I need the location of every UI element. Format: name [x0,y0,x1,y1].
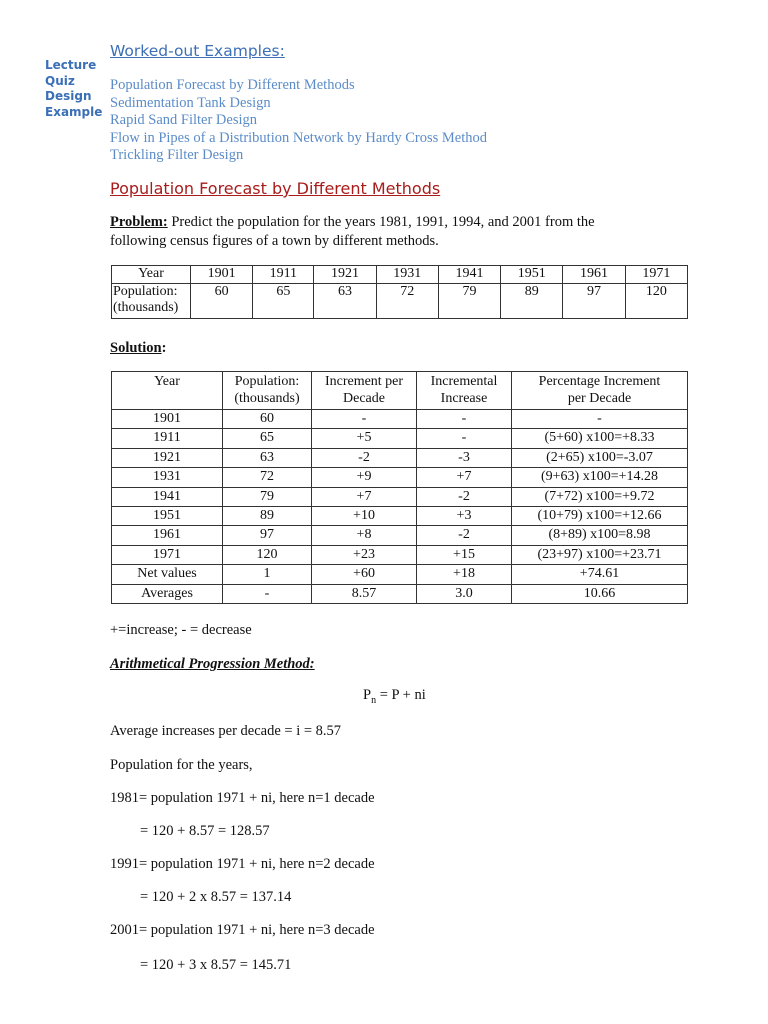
solution-cell: 1951 [112,506,223,525]
solution-header-population: Population: (thousands) [223,372,312,410]
solution-label [110,339,710,358]
problem-paragraph [110,213,710,250]
census-value-cell: 63 [314,284,376,319]
solution-label-text: Solution [110,340,162,356]
solution-cell: Net values [112,565,223,584]
solution-cell: -3 [417,448,512,467]
solution-cell: +8 [312,526,417,545]
census-pop-label-2: (thousands) [113,300,179,315]
calc-line: Population for the years, [110,757,253,773]
side-nav [45,58,102,120]
solution-cell: 65 [223,429,312,448]
solution-cell: +15 [417,545,512,564]
link-sedimentation-tank[interactable]: Sedimentation Tank Design [110,94,271,111]
link-rapid-sand-filter[interactable]: Rapid Sand Filter Design [110,112,258,129]
solution-cell: (5+60) x100=+8.33 [512,429,688,448]
solution-cell: +5 [312,429,417,448]
solution-row [112,565,688,584]
solution-cell: 1901 [112,410,223,429]
solution-cell: 1911 [112,429,223,448]
census-year-cell: 1911 [253,266,314,284]
solution-cell: 79 [223,487,312,506]
solution-cell: - [417,429,512,448]
solution-header-incremental: Incremental Increase [417,372,512,410]
link-trickling-filter[interactable]: Trickling Filter Design [110,147,244,164]
link-population-forecast[interactable]: Population Forecast by Different Methods [110,77,355,93]
solution-cell: 1 [223,565,312,584]
solution-cell: 72 [223,468,312,487]
solution-cell: (7+72) x100=+9.72 [512,487,688,506]
census-value-cell: 79 [438,284,500,319]
solution-row [112,545,688,564]
solution-cell: 10.66 [512,584,688,603]
solution-cell: 89 [223,506,312,525]
solution-cell: (9+63) x100=+14.28 [512,468,688,487]
solution-cell: (8+89) x100=8.98 [512,526,688,545]
formula-p: P [363,687,372,703]
solution-cell: +74.61 [512,565,688,584]
nav-quiz-link[interactable]: Quiz [45,73,75,88]
calc-line: 1991= population 1971 + ni, here n=2 decade [110,856,375,872]
census-year-row [112,266,688,284]
solution-cell: 97 [223,526,312,545]
census-table [111,265,688,319]
problem-label: Problem: [110,214,168,230]
solution-cell: 1971 [112,545,223,564]
census-population-row [112,284,688,319]
solution-header-year: Year [112,372,223,410]
census-year-cell: 1951 [501,266,563,284]
census-value-cell: 97 [563,284,625,319]
solution-cell: 1931 [112,468,223,487]
method-title-text: Arithmetical Progression Method: [110,656,315,672]
census-value-cell: 60 [191,284,253,319]
census-year-cell: 1931 [376,266,438,284]
census-year-cell: 1961 [563,266,625,284]
census-value-cell: 65 [253,284,314,319]
solution-cell: (23+97) x100=+23.71 [512,545,688,564]
solution-cell: 3.0 [417,584,512,603]
census-value-cell: 120 [625,284,687,319]
method-title [110,655,710,674]
examples-link-list [110,77,487,165]
solution-row [112,410,688,429]
solution-row [112,487,688,506]
calc-line: = 120 + 2 x 8.57 = 137.14 [140,889,292,905]
solution-header-row [112,372,688,410]
solution-cell: -2 [312,448,417,467]
solution-colon: : [161,340,167,356]
solution-cell: 60 [223,410,312,429]
census-year-cell: 1941 [438,266,500,284]
solution-cell: 63 [223,448,312,467]
nav-design-link[interactable]: Design [45,89,92,103]
solution-cell: +23 [312,545,417,564]
section-title: Population Forecast by Different Methods [110,179,441,198]
solution-header-percentage: Percentage Increment per Decade [512,372,688,410]
worked-examples-heading: Worked-out Examples: [110,42,285,60]
nav-example-link[interactable]: Example [45,104,103,119]
census-value-cell: 89 [501,284,563,319]
solution-cell: -2 [417,526,512,545]
solution-row [112,468,688,487]
solution-cell: - [312,410,417,429]
solution-row [112,429,688,448]
solution-header-increment: Increment per Decade [312,372,417,410]
solution-cell: -2 [417,487,512,506]
solution-row [112,506,688,525]
census-population-header [112,284,191,319]
solution-cell: 8.57 [312,584,417,603]
link-hardy-cross[interactable]: Flow in Pipes of a Distribution Network by Hardy Cross Method [110,129,487,146]
solution-cell: +18 [417,565,512,584]
solution-cell: (2+65) x100=-3.07 [512,448,688,467]
calc-line: 1981= population 1971 + ni, here n=1 decade [110,790,375,806]
formula-rest: = P + ni [376,687,426,703]
problem-text-1: Predict the population for the years 1981, 1991, 1994, and 2001 from the [167,214,595,230]
solution-cell: +3 [417,506,512,525]
solution-cell: 120 [223,545,312,564]
census-value-cell: 72 [376,284,438,319]
census-pop-label-1: Population: [113,284,178,299]
census-year-cell: 1971 [625,266,687,284]
solution-cell: +7 [417,468,512,487]
solution-cell: 1921 [112,448,223,467]
solution-cell: +7 [312,487,417,506]
solution-cell: - [512,410,688,429]
solution-cell: (10+79) x100=+12.66 [512,506,688,525]
census-year-header: Year [112,266,191,284]
solution-row [112,526,688,545]
solution-table [111,371,688,604]
solution-cell: +60 [312,565,417,584]
census-year-cell: 1921 [314,266,376,284]
formula-sub: n [371,694,377,706]
calc-line: = 120 + 8.57 = 128.57 [140,823,270,839]
calc-line: 2001= population 1971 + ni, here n=3 decade [110,922,375,938]
calc-line: Average increases per decade = i = 8.57 [110,723,342,739]
solution-cell: +9 [312,468,417,487]
solution-cell: 1961 [112,526,223,545]
calc-line: = 120 + 3 x 8.57 = 145.71 [140,957,292,973]
problem-text-2: following census figures of a town by different methods. [110,232,439,249]
formula [363,687,426,706]
solution-cell: - [223,584,312,603]
solution-cell: - [417,410,512,429]
nav-lecture-link[interactable]: Lecture [45,58,97,72]
solution-row [112,448,688,467]
solution-cell: Averages [112,584,223,603]
census-year-cell: 1901 [191,266,253,284]
solution-cell: +10 [312,506,417,525]
solution-row [112,584,688,603]
solution-cell: 1941 [112,487,223,506]
legend-note: +=increase; - = decrease [110,622,252,638]
